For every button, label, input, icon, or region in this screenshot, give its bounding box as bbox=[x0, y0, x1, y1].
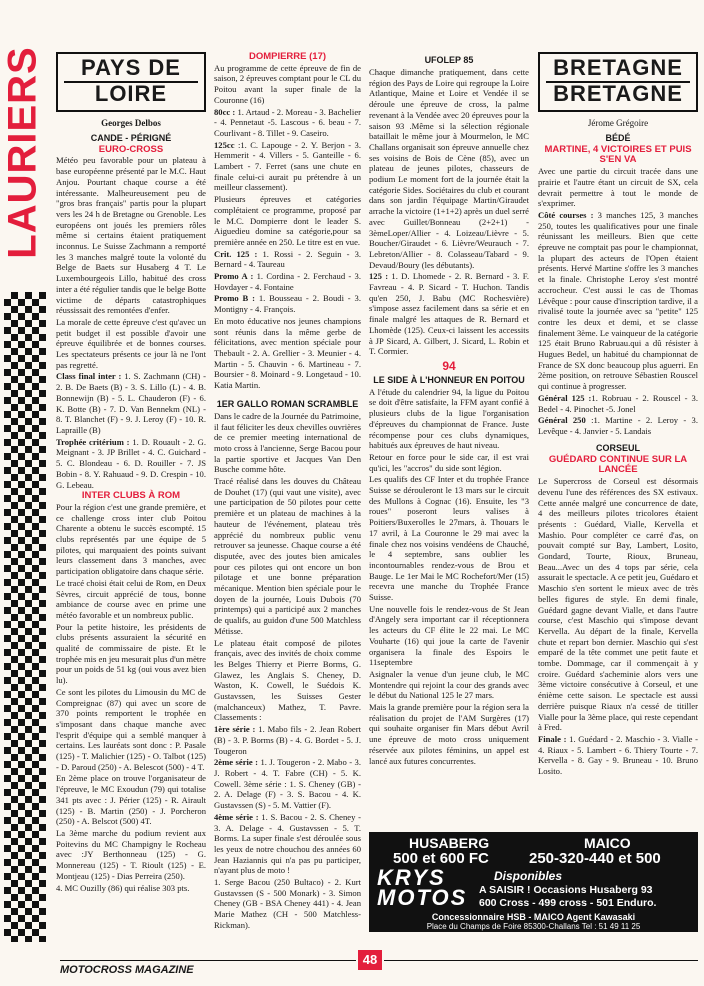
article-heading: 1ER GALLO ROMAN SCRAMBLE bbox=[216, 398, 359, 409]
paragraph: Côté courses : 3 manches 125, 3 manches 250, toutes les qualificatives pour une finale réunissant les meilleurs. Bien que cette épreuve ne comptait pas pour le championnat, la plupart des acteurs de l'Open étaient présents. Hervé Martine s'offre les 3 manches et la finale. Christophe Leroy s'est montré accrocheur. C'est aussi le cas de Thomas Lévêque : pour cause d'inscription tardive, il a rivalisé toute la journée avec sa "petite" 125 contre les deux et demi, et se classe finalement 3ème. Le vainqueur de la catégorie 125 était Bruno Rabruau.qui a dû résister à Hugues Bedel, un habitué du championnat de France de SX donc beaucoup plus aguerri. En 2ème position, on retrouve Sébastien Rouscel qui continue à progresser. bbox=[538, 209, 698, 392]
paragraph: Retour en force pour le side car, il est vrai qu'ici, les "accros" du side sont légion. bbox=[369, 451, 529, 473]
paragraph: 80cc : 1. Artaud - 2. Moreau - 3. Bachelier - 4. Pennetaut -5. Lascous - 6. beau - 7. Courlivant - 8. Tillet - 9. Caseiro. bbox=[214, 106, 361, 138]
paragraph: 1ère série : 1. Mabo fils - 2. Jean Robert (B) - 3. P. Borms (B) - 4. G. Bordet - 5. J. Tougeron bbox=[214, 724, 361, 756]
paragraph: Le tracé choisi était celui de Rom, en Deux Sèvres, circuit apprécié de tous, bonne ambiance de course avec en prime une météo favorable et un nombreux public. bbox=[56, 577, 206, 620]
advertisement bbox=[369, 832, 698, 932]
paragraph: Mais la grande première pour la région sera la réalisation du projet de l'AM Surgères (17) qui souhaite organiser fin Mars début Avril une épreuve de moto cross uniquement réservée aux pilotes féminins, un appel est lancé aux futures concurrentes. bbox=[369, 702, 529, 766]
paragraph: Général 125 :1. Robruau - 2. Rouscel - 3. Bedel - 4. Pinochet -5. Jonel bbox=[538, 392, 698, 414]
paragraph: A l'étude du calendrier 94, la ligue du Poitou se doit d'être satisfaite, la FFM ayant confié à plusieurs clubs de la ligue l'organisation d'épreuves du championnat de France. Juste récompense pour ces clubs dynamiques, habitués aux épreuves de haut niveau. bbox=[369, 386, 529, 451]
article-heading: BÉDÉ bbox=[605, 132, 631, 143]
paragraph: Tracé réalisé dans les douves du Château de Douhet (17) (qui vaut une visite), avec une participation de 50 pilotes pour cette première et un plateau de machines à la hauteur de l'événement, plateau très apprécié du nombreux public venu retrouver sa jeunesse. Chaque course a été disputée, avec des joutes bien amicales pour ces pilotes qui ont encore un bon pilotage et une bonne préparation mécanique. Mention bien spéciale pour le doyen de la journée, Louis Dubois (70 printemps) qui a participé aux 2 manches de qualifs, au guidon d'une 500 Matchless Métisse. bbox=[214, 476, 361, 636]
paragraph: Le Supercross de Corseul est désormais devenu l'une des références des SX estivaux. Cette année malgré une concurrence de date, 4 des meilleurs pilotes tricolores étaient présents : Guédard, Vialle, Kervella et Mashio. Pour compléter ce carré d'as, on pouvait compté sur Bay, Lambert, Losito, Gondard, Tourte, Rioux, Bruneau, Beau...Avec un des 4 tops par série, cela assurait le spectacle. A ce petit jeu, Guédaro et Maschio s'en sortent le mieux avec de très belles figures de style. En demi finale, Guédard gagne devant Vialle, et dans l'autre course, c'est Maschio qui s'impose devant Kervella. Au départ de la finale, Kervella chute et repart bon dernier. Maschio qui s'est emparé de la tête commet une petit faute et tombe. Dommage, car il commençait à y croire. Guédard s'acheminie alors vers une 3ème victoire consécutive à Corseul, et une énième cette saison. Le spectacle est aussi derrière puisque Riaux n'a cessé de titiller Vialle pour la 3ème place, qui reste cependant à Fred. bbox=[538, 476, 698, 733]
footer-rule bbox=[384, 960, 698, 961]
paragraph: Asignaler la venue d'un jeune club, le MC Montendre qui rejoint la cour des grands avec le début du National 125 le 27 mars. bbox=[369, 668, 529, 701]
ad-offer-models: 600 Cross - 499 cross - 501 Enduro. bbox=[479, 897, 657, 909]
paragraph: La 3ème marche du podium revient aux Poitevins du MC Champigny le Rocheau avec :JY Berthonneau (125) - G. Monnereau (125) - T. Rioult (125) - E. Montjeau (125) - Dias Perreira (250). bbox=[56, 828, 206, 881]
column-bretagne bbox=[538, 52, 698, 872]
article-heading: INTER CLUBS À ROM bbox=[81, 490, 181, 502]
paragraph: Finale : 1. Guédard - 2. Maschio - 3. Vialle - 4. Riaux - 5. Lambert - 6. Thiery Tourte - 7. Kervella - 8. Gay - 9. Bruneau - 10. Bruno Losito. bbox=[538, 733, 698, 777]
paragraph: Dans le cadre de la Journée du Patrimoine, il faut féliciter les deux chevilles ouvrières de ce premier meeting international de moto cross à l'ancienne, Serge Bacou pour la partie sportive et Jacques Van Den Busche comme hôte. bbox=[214, 410, 361, 475]
paragraph: Pour la petite histoire, les présidents de clubs présents assuraient la sécurité en qualité de commissaire de piste. Et le trophée mis en jeu mesurait plus d'un mètre pour un poids de 51 kg (oui vous avez bien lu). bbox=[56, 621, 206, 686]
year-badge: 94 bbox=[442, 358, 456, 373]
article-heading: UFOLEP 85 bbox=[424, 55, 474, 65]
rubric-title: LAURIERS bbox=[0, 46, 45, 259]
column-ufolep bbox=[369, 52, 529, 872]
article-heading: LE SIDE À L'HONNEUR EN POITOU bbox=[373, 374, 525, 385]
paragraph: Avec une partie du circuit tracée dans une prairie et l'autre étant un circuit de SX, cela devrait permettre à tout le monde de s'exprimer. bbox=[538, 166, 698, 209]
magazine-name: MOTOCROSS MAGAZINE bbox=[60, 964, 194, 976]
ad-brand-maico: MAICO bbox=[584, 835, 631, 851]
section-box-title: PAYS DE LOIRE bbox=[56, 52, 206, 112]
author: Georges Delbos bbox=[101, 118, 161, 128]
paragraph: Météo peu favorable pour un plateau à base européenne présenté par le M.C. Haut Anjou. Pourtant chaque course a été intéressante. Malheureusement peu de "gros bras français" partis pour la plupart vers les 24 h de Bretagne ou Grenoble. Les européens ont joués les premiers rôles même si certains étaient pratiquement inconnus. Le Suisse Zachmann a remporté les 3 manches malgré toute la volonté du Belge de Baets sur Husaberg 4 T. Le Luxembourgeois Lillo, habitué des cross inter a été régulier tandis que le belge Botte victime de départs catastrophiques réussissait des remontées d'enfer. bbox=[56, 155, 206, 316]
paragraph: Chaque dimanche pratiquement, dans cette région des Pays de Loire qui regroupe la Loire Atlantique, Maine et Loire et Vendée il se déroule une épreuve de cross, la palme revenant à la Vendée avec 20 épreuves pour la saison 93 .Même si la sélection régionale bataillait le même jour à Mourmelon, le MC Challans organisait son épreuve annuelle chez ses voisins de Bois de Cène (85), avec un plateau de jeunes pilotes, chasseurs de podium Le moment fort de la journée était la catégorie Sides. Sociétaires du club et courant dans son jardin l'équipage Martin/Giraudet arrache la victoire (1+1+2) après un duel serré avec Guillet/Bonneau (2+2+1) - 3èmeLoper/Allier - 4. Loizeau/Lièvre - 5. Boucher/Giraudet - 6. Lièvre/Weurauch - 7. Lebreton/Allier - 8. Colasseau/Tabard - 9. Devaud/Boury (les débutants). bbox=[369, 67, 529, 270]
paragraph: 4ème série : 1. S. Bacou - 2. S. Cheney - 3. A. Delage - 4. Gustavssen - 5. T. Borms. La super finale s'est déroulée sous les yeux de notre chouchou des années 60 Jean Haziannis qui n'a pas pu participer, n'ayant plus de moto ! bbox=[214, 811, 361, 876]
paragraph: La morale de cette épreuve c'est qu'avec un petit budget il est possible d'avoir une épreuve équilibrée et de bonnes courses. Les spectateurs présents ce jour là ne l'ont pas regretté. bbox=[56, 316, 206, 370]
paragraph: Promo B : 1. Bousseau - 2. Boudi - 3. Montigny - 4. François. bbox=[214, 293, 361, 315]
paragraph: Promo A : 1. Cordina - 2. Ferchaud - 3. Hovdayer - 4. Fontaine bbox=[214, 271, 361, 292]
page-number: 48 bbox=[358, 950, 382, 970]
article-heading: DOMPIERRE (17) bbox=[248, 52, 327, 62]
paragraph: 4. MC Ouzilly (86) qui réalise 303 pts. bbox=[56, 882, 190, 893]
paragraph: 125 : 1. D. Lhomede - 2. R. Bernard - 3. F. Favreau - 4. P. Sicard - T. Huchon. Tandis qu'en 250, J. Babu (MC Rochesvière) s'impose assez facilement dans sa série et en finale malgré les attaques de R. Bernard et Lhomède (125). Ceux-ci laissent les accessits à JP Sicard, A. Gilbert, J. Sicard, L. Robin et T. Cormier. bbox=[369, 271, 529, 357]
checkered-flag-band bbox=[4, 292, 46, 942]
paragraph: Général 250 :1. Martine - 2. Leroy - 3. Levêque - 4. Janvier - 5. Landais bbox=[538, 415, 698, 436]
column-pays-de-loire bbox=[56, 52, 206, 952]
paragraph: Trophée critérium : 1. D. Rouault - 2. G. Meignant - 3. JP Brillet - 4. C. Guichard - 5. C. Blondeau - 6. D. Rouiller - 7. JS Bobin - 8. Y. Rahuaud - 9. D. Crespin - 10. G. Lebeau. bbox=[56, 436, 206, 490]
paragraph: Plusieurs épreuves et catégories complétaient ce programme, proposé par le M.C. Dompierre dont le leader S. Aiguedieu domine sa catégorie,pour sa première année en 250. Le titre est en vue. bbox=[214, 194, 361, 247]
ad-address: Place du Champs de Foire 85300-Challans Tel : 51 49 11 25 bbox=[426, 922, 641, 931]
paragraph: Ce sont les pilotes du Limousin du MC de Compreignac (87) qui avec un score de 370 points remportent le trophée en s'imposant dans chaque manche avec l'esprit d'équipe qui a semblé manquer à certains. Les lauréats sont donc : P. Pasale (125) - T. Malichier (125) - O. Talbot (125) - D. Paroud (250) - A. Belescot (500) - 4 T. bbox=[56, 686, 206, 772]
paragraph: Une nouvelle fois le rendez-vous de St Jean d'Angely sera important car il réceptionnera les acteurs du CF élite le 22 mai. Le MC Vouharte (16) qui joue la carte de l'avenir organisera la finale des Espoirs le 11septembre bbox=[369, 603, 529, 668]
article-subheading: GUÉDARD CONTINUE SUR LA LANCÉE bbox=[548, 453, 688, 476]
footer-rule bbox=[60, 960, 356, 961]
article-subheading: MARTINE, 4 VICTOIRES ET PUIS S'EN VA bbox=[544, 143, 692, 166]
author: Jérome Grégoire bbox=[587, 118, 649, 128]
article-subheading: EURO-CROSS bbox=[98, 143, 164, 155]
column-dompierre bbox=[214, 52, 361, 942]
paragraph: En 2ème place on trouve l'organisateur de l'épreuve, le MC Exoudun (79) qui totalise 341 pts avec : J. Périer (125) - R. Airault (125) - B. Martin (250) - J. Porcheron (250) - A. Belscot (500) 4T. bbox=[56, 773, 206, 827]
ad-dealer: Concessionnaire HSB - MAICO Agent Kawasaki bbox=[431, 912, 636, 922]
paragraph: Class final inter : 1. S. Zachmann (CH) - 2. B. De Baets (B) - 3. S. Lillo (L) - 4. B. Bonnewijn (B) - 5. L. Chauderon (F) - 6. K. Botte (B) - 7. D. Van Bennekm (NL) - 8. T. Blanchet (F) - 9. J. Leroy (F) - 10. R. Lapraille (B) bbox=[56, 371, 206, 435]
article-heading: CANDE - PÉRIGNÉ bbox=[90, 132, 172, 143]
ad-shop-logo: KRYS MOTOS bbox=[377, 865, 468, 910]
paragraph: Les qualifs des CF Inter et du trophée France Suisse se dérouleront le 13 mars sur le circuit des Mullons à Cognac (16). Ensuite, les "3 roues" poseront leurs valises à Poitiers/Buxerolles le 27mars, à. Thouars le 17 avril, à La Couronne le 29 mai avec la finale chez nos voisins vendéens de Chauché, le 4 septembre, sans oublier les incontournables rendez-vous de Brou et Bauge. Le 1er Mai le MC Rochefort/Mer (15) recevra une manche du Trophée France Suisse. bbox=[369, 474, 529, 603]
paragraph: 2ème série : 1. J. Tougeron - 2. Mabo - 3. J. Robert - 4. T. Fabre (CH) - 5. K. Cowell. 3ème série : 1. S. Cheney (GB) - 2. A. Delage (F) - 3. S. Bacou - 4. K. Gustavssen (S) - 5. M. Vattier (F). bbox=[214, 757, 361, 811]
paragraph: Au programme de cette épreuve de fin de saison, 2 épreuves comptant pour le CL du Poitou avant la super finale de la Couronne (16) bbox=[214, 62, 361, 105]
article-heading: CORSEUL bbox=[595, 442, 640, 453]
ad-brand-husaberg: HUSABERG bbox=[409, 835, 490, 851]
ad-offer: A SAISIR ! Occasions Husaberg 93 bbox=[479, 884, 653, 896]
paragraph: Crit. 125 : 1. Rossi - 2. Seguin - 3. Bernard - 4. Taureau bbox=[214, 248, 361, 270]
paragraph: Pour la région c'est une grande première, et ce challenge cross inter club Poitou Charente a obtenu le succès escompté. 15 clubs représentés par une équipe de 5 pilotes, qui marquaient des points suivant leurs classement dans 3 manches, avec participation obligatoire dans chaque série. bbox=[56, 501, 206, 577]
ad-models-maico: 250-320-440 et 500 bbox=[529, 850, 661, 867]
ad-availability: Disponibles bbox=[494, 869, 563, 883]
paragraph: 1. Serge Bacou (250 Bultaco) - 2. Kurt Gustavssen (S - 500 Monark) - 3. Simon Cheney (GB - BSA Cheney 441) - 4. Jean Marie Mathez (CH - 500 Matchless-Rickman). bbox=[214, 877, 361, 930]
ad-models-husaberg: 500 et 600 FC bbox=[393, 850, 489, 867]
paragraph: 125cc :1. C. Lapouge - 2. Y. Berjon - 3. Hemmerit - 4. Villers - 5. Ganteille - 6. Lambert - 7. Ferret (sans une chute en finale celui-ci aurait pu prétendre à un meilleur classement). bbox=[214, 139, 361, 193]
paragraph: Le plateau était composé de pilotes français, avec des invités de choix comme les Belges Thierry et Pierre Borms, G. Glawez, les Anglais S. Cheney, D. Waston, K. Cowell, le Suédois K. Gustavssen, les Suisses Gester (malchanceux) Mathez, T. Pavre. Classements : bbox=[214, 637, 361, 723]
paragraph: En moto éducative nos jeunes champions sont réunis dans la même gerbe de félicitations, avec mention spéciale pour Thebault - 2. A. Grellier - 3. Meunier - 4. Martin - 5. Chauvin - 6. Martineau - 7. Boursier - 8. Moinard - 9. Longetaud - 10. Katia Martin. bbox=[214, 315, 361, 391]
section-box-title: BRETAGNE BRETAGNE bbox=[538, 52, 698, 112]
